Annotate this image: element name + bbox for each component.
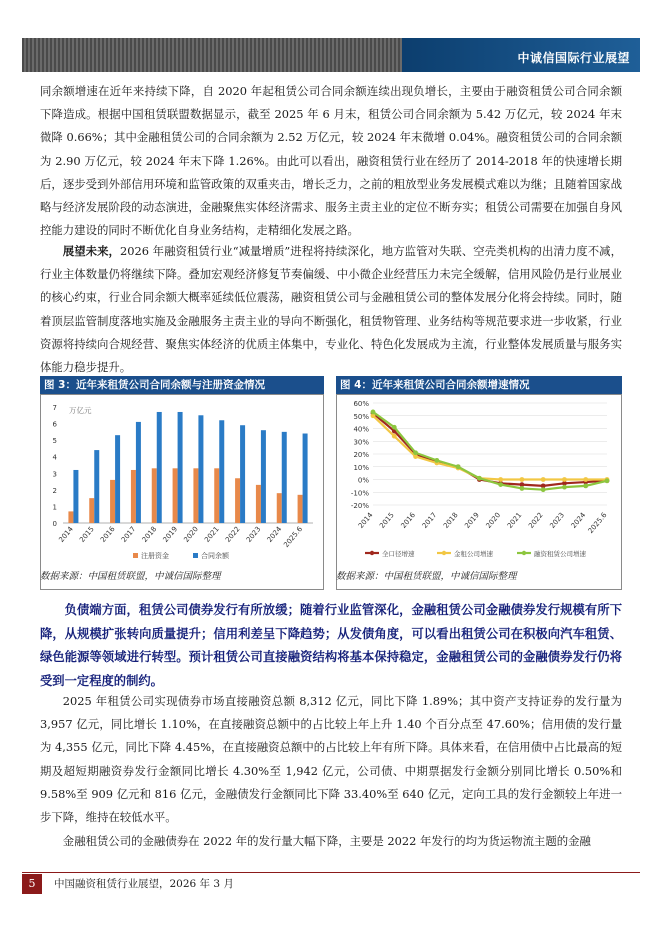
x-tick-label: 2016	[99, 525, 117, 544]
figure-4-chart	[337, 395, 621, 565]
legend-label: 合同余额	[201, 552, 229, 560]
bar-contract-balance	[240, 425, 245, 523]
footer-divider	[22, 872, 640, 873]
x-tick-label: 2017	[420, 511, 439, 530]
data-point	[541, 487, 546, 492]
data-point	[371, 410, 376, 415]
legend-label: 融资租赁公司增速	[534, 550, 586, 558]
bar-contract-balance	[94, 450, 99, 523]
x-tick-label: 2024	[569, 511, 588, 530]
data-point	[413, 450, 418, 455]
x-tick-label: 2015	[378, 511, 396, 530]
x-tick-label: 2014	[356, 511, 375, 530]
bar-contract-balance	[198, 415, 203, 523]
bar-contract-balance	[115, 435, 120, 523]
page-number: 5	[22, 874, 42, 894]
data-point	[434, 458, 439, 463]
data-point	[498, 477, 503, 482]
x-tick-label: 2017	[119, 525, 138, 544]
y-tick-label: 10%	[353, 463, 369, 472]
y-tick-label: 40%	[353, 425, 369, 434]
x-tick-label: 2024	[265, 525, 284, 544]
x-tick-label: 2021	[203, 525, 221, 544]
data-point	[605, 478, 610, 483]
paragraph-2	[40, 240, 622, 379]
data-point	[562, 477, 567, 482]
y-tick-label: -20%	[350, 502, 369, 510]
figure-4-source: 数据来源：中国租赁联盟，中诚信国际整理	[336, 571, 517, 582]
data-point	[541, 477, 546, 482]
bar-contract-balance	[261, 430, 266, 523]
data-point	[562, 485, 567, 490]
y-tick-label: 5	[52, 437, 57, 446]
legend-label: 注册资金	[141, 552, 169, 560]
x-tick-label: 2020	[484, 511, 503, 530]
x-tick-label: 2014	[57, 525, 75, 544]
y-tick-label: 7	[52, 404, 57, 412]
data-point	[583, 477, 588, 482]
footer-text: 中国融资租赁行业展望，2026 年 3 月	[54, 878, 234, 890]
y-tick-label: 6	[52, 420, 57, 429]
y-tick-label: 50%	[353, 412, 369, 421]
paragraph-1: 同余额增速在近年来持续下降，自 2020 年起租赁公司合同余额连续出现负增长，主要由于融资租赁公司合同余额下降造成。根据中国租赁联盟数据显示，截至 2025 年 6 月末，租赁公司合同余额为 5.42 万亿元，较 2024 年末微降 0.66%；其中金融租赁公司的合同余额为 2.52 万亿元，较 2024 年末微增 0.04%。融资租赁公司的合同余额为 2.90 万亿元，较 2024 年末下降 1.26%。由此可以看出，融资租赁行业在经历了 2014-2018 年的快速增长期后，逐步受到外部信用环境和监管政策的双重夹击，增长乏力，之前的粗放型业务发展模式难以为继；且随着国家战略与经济发展阶段的动态演进，金融聚焦实体经济需求、服务主责主业的定位不断夯实；租赁公司需要在加强自身风控能力建设的同时不断优化自身业务结构，走精细化发展之路。	[40, 84, 622, 238]
y-tick-label: 60%	[353, 400, 369, 408]
x-tick-label: 2023	[244, 525, 263, 544]
x-tick-label: 2025.6	[586, 511, 609, 536]
data-point	[520, 477, 525, 482]
y-tick-label: 20%	[353, 451, 369, 459]
x-tick-label: 2021	[505, 511, 524, 530]
bar-contract-balance	[136, 422, 141, 523]
y-tick-label: 0%	[357, 476, 369, 485]
bar-registered-capital	[193, 468, 198, 523]
x-tick-label: 2022	[527, 511, 545, 530]
bar-registered-capital	[110, 480, 115, 523]
y-tick-label: 30%	[353, 438, 369, 447]
data-point	[392, 434, 397, 439]
bar-registered-capital	[131, 470, 136, 523]
bar-contract-balance	[303, 434, 308, 523]
x-tick-label: 2023	[548, 511, 566, 530]
bar-registered-capital	[152, 468, 157, 523]
figure-4-frame	[336, 394, 622, 590]
paragraph-3-highlight: 负债端方面，租赁公司债券发行有所放缓；随着行业监管深化，金融租赁公司金融债券发行规模有所下降，从规模扩张转向质量提升；信用利差呈下降趋势；从发债角度，可以看出租赁公司在积极向汽车租赁、绿色能源等领域进行转型。预计租赁公司直接融资结构将基本保持稳定，金融租赁公司的金融债券发行仍将受到一定程度的制约。	[40, 602, 622, 688]
y-tick-label: 2	[52, 486, 57, 495]
x-tick-label: 2020	[182, 525, 200, 544]
y-tick-label: 4	[52, 453, 57, 462]
bar-registered-capital	[89, 498, 94, 523]
bar-contract-balance	[73, 470, 78, 523]
bar-contract-balance	[178, 412, 183, 523]
bar-contract-balance	[282, 432, 287, 523]
x-tick-label: 2016	[399, 511, 418, 530]
y-tick-label: -10%	[350, 489, 369, 498]
legend-swatch	[193, 553, 198, 558]
unit-label: 万亿元	[69, 406, 92, 415]
y-tick-label: 3	[52, 470, 57, 479]
data-point	[392, 425, 397, 430]
paragraph-2-lead: 展望未来，	[62, 244, 120, 258]
x-tick-label: 2018	[442, 511, 460, 530]
bar-registered-capital	[256, 485, 261, 523]
legend-label: 金租公司增速	[454, 550, 493, 558]
x-tick-label: 2022	[224, 525, 242, 544]
legend-marker	[442, 551, 446, 555]
bar-registered-capital	[68, 511, 73, 523]
legend-label: 全口径增速	[382, 550, 415, 558]
paragraph-4: 2025 年租赁公司实现债券市场直接融资总额 8,312 亿元，同比下降 1.89%；其中资产支持证券的发行量为 3,957 亿元，同比增长 1.10%，在直接融资总额中的占比较上年上升 1.40 个百分点至 47.60%；信用债的发行量为 4,355 亿元，同比下降 4.45%，在直接融资总额中的占比较上年有所下降。具体来看，在信用债中占比最高的短期及超短期融资券发行金额同比增长 4.30%至 1,942 亿元，公司债、中期票据发行金额分别同比增长 0.50%和 9.58%至 909 亿元和 816 亿元，金融债发行金额同比下降 33.40%至 640 亿元，定向工具的发行金额较上年进一步下降，维持在较低水平。	[40, 694, 622, 825]
data-point	[583, 483, 588, 488]
figure-4-title: 图 4：近年来租赁公司合同余额增速情况	[336, 376, 622, 394]
bar-registered-capital	[298, 495, 303, 523]
y-tick-label: 1	[52, 503, 57, 512]
x-tick-label: 2015	[78, 525, 96, 544]
bar-registered-capital	[235, 478, 240, 523]
data-point	[477, 476, 482, 481]
header-title: 中诚信国际行业展望	[517, 51, 630, 65]
legend-swatch	[133, 553, 138, 558]
bar-registered-capital	[173, 468, 178, 523]
figure-3-title: 图 3：近年来租赁公司合同余额与注册资金情况	[40, 376, 324, 394]
figure-3-chart	[41, 395, 323, 565]
legend-marker	[370, 551, 374, 555]
bar-contract-balance	[219, 420, 224, 523]
figure-3-source: 数据来源：中国租赁联盟，中诚信国际整理	[40, 571, 221, 582]
data-point	[520, 486, 525, 491]
x-tick-label: 2025.6	[282, 525, 305, 550]
header-tab	[402, 38, 640, 72]
y-tick-label: 0	[52, 520, 57, 528]
paragraph-2-body: 2026 年融资租赁行业“减量增质”进程将持续深化，地方监管对失联、空壳类机构的出清力度不减，行业主体数量仍将继续下降。叠加宏观经济修复节奏偏缓、中小微企业经营压力未完全缓解，信用风险仍是行业展业的核心约束，行业合同余额大概率延续低位震荡，融资租赁公司与金融租赁公司的整体发展分化将会持续。同时，随着顶层监管制度落地实施及金融服务主责主业的导向不断强化，租赁物管理、业务结构等规范要求进一步收紧，行业资源将持续向合规经营、聚焦实体经济的优质主体集中，专业化、特色化发展成为主流，行业整体发展质量与服务实体能力稳步提升。	[40, 244, 622, 375]
series-line	[373, 416, 607, 480]
bar-contract-balance	[157, 412, 162, 523]
figure-3-frame	[40, 394, 324, 590]
legend-marker	[522, 551, 526, 555]
x-tick-label: 2018	[140, 525, 159, 544]
data-point	[456, 464, 461, 469]
bar-registered-capital	[277, 493, 282, 523]
x-tick-label: 2019	[463, 511, 481, 530]
data-point	[498, 482, 503, 487]
bar-registered-capital	[214, 468, 219, 523]
x-tick-label: 2019	[161, 525, 180, 544]
paragraph-5: 金融租赁公司的金融债券在 2022 年的发行量大幅下降，主要是 2022 年发行的均为货运物流主题的金融	[62, 834, 591, 848]
